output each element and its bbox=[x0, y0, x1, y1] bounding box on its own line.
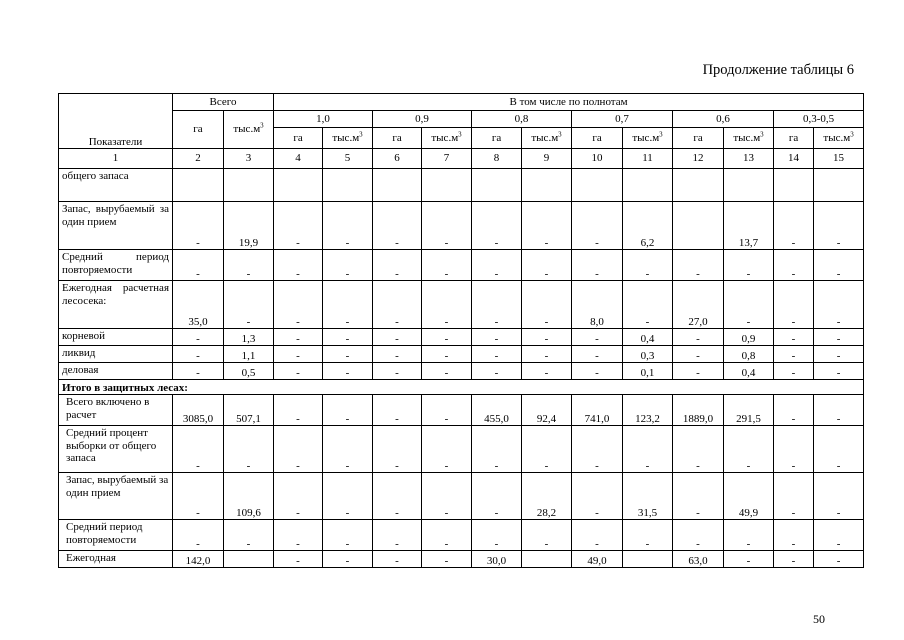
table-cell: - bbox=[522, 346, 572, 363]
table-caption: Продолжение таблицы 6 bbox=[702, 62, 854, 78]
table-cell: 13,7 bbox=[724, 202, 774, 250]
table-cell: 109,6 bbox=[224, 473, 274, 520]
table-cell: - bbox=[724, 520, 774, 551]
table-cell bbox=[623, 169, 673, 202]
row-label: общего запаса bbox=[59, 169, 173, 202]
table-cell: - bbox=[323, 202, 373, 250]
table-cell: - bbox=[724, 281, 774, 329]
table-cell: - bbox=[422, 281, 472, 329]
table-cell: - bbox=[774, 426, 814, 473]
table-cell: - bbox=[814, 426, 864, 473]
table-cell: 49,9 bbox=[724, 473, 774, 520]
table-cell: 6,2 bbox=[623, 202, 673, 250]
table-cell: - bbox=[323, 473, 373, 520]
header-unit-vol-d4-superscript: 3 bbox=[659, 130, 663, 139]
header-unit-ha-text: га bbox=[193, 123, 203, 136]
table-cell: - bbox=[673, 250, 724, 281]
table-cell: - bbox=[472, 329, 522, 346]
table-cell: - bbox=[224, 520, 274, 551]
table-row bbox=[59, 250, 864, 281]
table-cell: - bbox=[422, 250, 472, 281]
table-cell: - bbox=[422, 363, 472, 380]
table-cell: - bbox=[274, 426, 323, 473]
table-cell bbox=[673, 202, 724, 250]
table-cell: - bbox=[173, 250, 224, 281]
table-cell: - bbox=[814, 329, 864, 346]
table-cell: - bbox=[274, 473, 323, 520]
column-number: 2 bbox=[173, 149, 224, 169]
table-cell: 0,3 bbox=[623, 346, 673, 363]
table-cell: - bbox=[373, 551, 422, 568]
table-cell bbox=[422, 169, 472, 202]
header-unit-vol-d5-text: тыс.м bbox=[733, 131, 761, 144]
table-cell: - bbox=[323, 395, 373, 426]
table-cell: 49,0 bbox=[572, 551, 623, 568]
table-cell: - bbox=[323, 363, 373, 380]
table-cell: - bbox=[274, 363, 323, 380]
table-cell: - bbox=[173, 346, 224, 363]
table-cell: - bbox=[774, 329, 814, 346]
table-cell: - bbox=[274, 395, 323, 426]
table-cell: - bbox=[173, 202, 224, 250]
header-unit-vol-d4 bbox=[623, 128, 673, 149]
table-cell: - bbox=[472, 346, 522, 363]
table-cell: - bbox=[224, 250, 274, 281]
table-cell: - bbox=[472, 281, 522, 329]
table-cell: 507,1 bbox=[224, 395, 274, 426]
table-cell: - bbox=[673, 473, 724, 520]
column-number: 12 bbox=[673, 149, 724, 169]
table-cell bbox=[173, 169, 224, 202]
table-cell: - bbox=[274, 346, 323, 363]
table-row bbox=[59, 380, 864, 395]
table-cell: - bbox=[173, 329, 224, 346]
header-unit-vol-superscript: 3 bbox=[260, 121, 264, 130]
table-cell: - bbox=[522, 426, 572, 473]
table-cell: - bbox=[522, 250, 572, 281]
row-label: Средний период повторяемости bbox=[59, 520, 173, 551]
header-indicators: Показатели bbox=[59, 94, 173, 149]
table-cell: - bbox=[774, 395, 814, 426]
column-number: 3 bbox=[224, 149, 274, 169]
section-heading: Итого в защитных лесах: bbox=[59, 380, 864, 395]
table-cell: - bbox=[814, 202, 864, 250]
table-cell: - bbox=[673, 346, 724, 363]
table-cell: - bbox=[472, 363, 522, 380]
header-density-6: 0,3-0,5 bbox=[774, 111, 864, 128]
header-unit-vol-d5 bbox=[724, 128, 774, 149]
table-cell: - bbox=[724, 426, 774, 473]
table-cell: - bbox=[422, 395, 472, 426]
table-cell: - bbox=[422, 426, 472, 473]
table-cell: - bbox=[173, 426, 224, 473]
header-density-1: 1,0 bbox=[274, 111, 373, 128]
table-cell: - bbox=[173, 520, 224, 551]
table-cell: - bbox=[724, 551, 774, 568]
header-unit-ha-d4-text: га bbox=[592, 131, 602, 144]
table-row bbox=[59, 202, 864, 250]
column-number: 13 bbox=[724, 149, 774, 169]
table-cell: - bbox=[472, 520, 522, 551]
table-cell bbox=[623, 551, 673, 568]
header-unit-ha-d1-text: га bbox=[293, 131, 303, 144]
table-cell: - bbox=[274, 250, 323, 281]
table-cell: - bbox=[323, 329, 373, 346]
table-cell: - bbox=[814, 363, 864, 380]
table-cell: - bbox=[373, 281, 422, 329]
table-cell: - bbox=[422, 202, 472, 250]
table-cell: - bbox=[724, 250, 774, 281]
header-unit-vol-d3 bbox=[522, 128, 572, 149]
header-unit-vol-d2 bbox=[422, 128, 472, 149]
table-cell: - bbox=[274, 551, 323, 568]
table-cell: 291,5 bbox=[724, 395, 774, 426]
table-cell: - bbox=[814, 346, 864, 363]
table-cell bbox=[673, 169, 724, 202]
table-cell: - bbox=[774, 363, 814, 380]
header-unit-vol-d6 bbox=[814, 128, 864, 149]
table-cell: 19,9 bbox=[224, 202, 274, 250]
page-number: 50 bbox=[813, 612, 825, 626]
table-cell: 28,2 bbox=[522, 473, 572, 520]
column-number: 9 bbox=[522, 149, 572, 169]
table-cell: - bbox=[373, 346, 422, 363]
table-cell bbox=[814, 169, 864, 202]
table-cell: - bbox=[472, 473, 522, 520]
table-cell: - bbox=[572, 363, 623, 380]
table-cell: - bbox=[673, 520, 724, 551]
table-cell bbox=[224, 169, 274, 202]
column-number: 14 bbox=[774, 149, 814, 169]
table-cell: 31,5 bbox=[623, 473, 673, 520]
table-cell: - bbox=[323, 250, 373, 281]
table-cell: - bbox=[373, 520, 422, 551]
table-cell: - bbox=[323, 551, 373, 568]
header-unit-ha-d2 bbox=[373, 128, 422, 149]
table-cell: - bbox=[274, 281, 323, 329]
table-cell: - bbox=[472, 202, 522, 250]
table-cell bbox=[224, 551, 274, 568]
table-cell: - bbox=[373, 426, 422, 473]
table-cell bbox=[774, 169, 814, 202]
table-cell: - bbox=[572, 473, 623, 520]
table-cell: - bbox=[623, 520, 673, 551]
table-cell: - bbox=[572, 250, 623, 281]
table-cell: - bbox=[774, 520, 814, 551]
table-cell: - bbox=[774, 346, 814, 363]
table-cell: - bbox=[373, 202, 422, 250]
header-total: Всего bbox=[173, 94, 274, 111]
table-cell: 1,1 bbox=[224, 346, 274, 363]
table-cell: - bbox=[814, 520, 864, 551]
table-cell: 0,8 bbox=[724, 346, 774, 363]
table-cell: - bbox=[814, 281, 864, 329]
column-number: 4 bbox=[274, 149, 323, 169]
table-cell bbox=[522, 551, 572, 568]
table-cell: 1889,0 bbox=[673, 395, 724, 426]
table-cell: 1,3 bbox=[224, 329, 274, 346]
table-cell: 63,0 bbox=[673, 551, 724, 568]
header-unit-ha-d3 bbox=[472, 128, 522, 149]
table-cell: - bbox=[274, 520, 323, 551]
table-cell: - bbox=[323, 346, 373, 363]
header-unit-vol-d6-superscript: 3 bbox=[850, 130, 854, 139]
table-cell: - bbox=[623, 250, 673, 281]
table-cell: - bbox=[814, 551, 864, 568]
table-cell: - bbox=[623, 281, 673, 329]
header-unit-vol bbox=[224, 111, 274, 149]
table-cell: - bbox=[373, 250, 422, 281]
table-cell: 0,9 bbox=[724, 329, 774, 346]
table-cell: 0,5 bbox=[224, 363, 274, 380]
table-cell: - bbox=[814, 473, 864, 520]
table-cell: 455,0 bbox=[472, 395, 522, 426]
table-cell: 142,0 bbox=[173, 551, 224, 568]
table-cell: - bbox=[673, 329, 724, 346]
column-number: 8 bbox=[472, 149, 522, 169]
table-cell: - bbox=[572, 329, 623, 346]
table-cell: 8,0 bbox=[572, 281, 623, 329]
row-label: Ежегодная bbox=[59, 551, 173, 568]
data-table bbox=[58, 93, 864, 568]
column-number: 1 bbox=[59, 149, 173, 169]
table-cell: - bbox=[274, 329, 323, 346]
table-cell: - bbox=[572, 202, 623, 250]
header-unit-vol-d5-superscript: 3 bbox=[760, 130, 764, 139]
table-cell: - bbox=[323, 281, 373, 329]
table-cell: - bbox=[522, 520, 572, 551]
row-label: ликвид bbox=[59, 346, 173, 363]
table-cell: - bbox=[422, 329, 472, 346]
table-cell: 92,4 bbox=[522, 395, 572, 426]
table-cell: - bbox=[472, 426, 522, 473]
header-unit-ha-d5 bbox=[673, 128, 724, 149]
table-cell: 123,2 bbox=[623, 395, 673, 426]
header-unit-ha-d1 bbox=[274, 128, 323, 149]
table-cell: - bbox=[373, 363, 422, 380]
table-cell: - bbox=[373, 395, 422, 426]
table-cell: 3085,0 bbox=[173, 395, 224, 426]
table-cell bbox=[724, 169, 774, 202]
header-unit-ha-d6 bbox=[774, 128, 814, 149]
row-label: Запас, вырубаемый за один прием bbox=[59, 473, 173, 520]
header-density-3: 0,8 bbox=[472, 111, 572, 128]
table-cell: 0,4 bbox=[623, 329, 673, 346]
table-row bbox=[59, 281, 864, 329]
table-cell bbox=[522, 169, 572, 202]
header-density-5: 0,6 bbox=[673, 111, 774, 128]
row-label: Всего включено в расчет bbox=[59, 395, 173, 426]
table-cell: - bbox=[774, 202, 814, 250]
table-cell: - bbox=[472, 250, 522, 281]
table-row bbox=[59, 395, 864, 426]
row-label: Средний период повторяемости bbox=[59, 250, 173, 281]
table-cell: - bbox=[422, 346, 472, 363]
table-cell: - bbox=[422, 520, 472, 551]
table-cell: - bbox=[224, 281, 274, 329]
header-unit-vol-d1 bbox=[323, 128, 373, 149]
header-unit-vol-d1-superscript: 3 bbox=[359, 130, 363, 139]
row-label: Средний процент выборки от общего запаса bbox=[59, 426, 173, 473]
header-unit-ha-d2-text: га bbox=[392, 131, 402, 144]
table-cell: - bbox=[373, 329, 422, 346]
table-cell bbox=[373, 169, 422, 202]
table-row bbox=[59, 363, 864, 380]
header-by-density: В том числе по полнотам bbox=[274, 94, 864, 111]
table-cell: - bbox=[522, 363, 572, 380]
header-density-4: 0,7 bbox=[572, 111, 673, 128]
table-cell: 30,0 bbox=[472, 551, 522, 568]
table-cell: - bbox=[323, 426, 373, 473]
table-row bbox=[59, 473, 864, 520]
table-cell: - bbox=[673, 426, 724, 473]
header-density-2: 0,9 bbox=[373, 111, 472, 128]
table-row bbox=[59, 346, 864, 363]
header-unit-vol-d1-text: тыс.м bbox=[332, 131, 360, 144]
header-unit-ha-d4 bbox=[572, 128, 623, 149]
column-number: 5 bbox=[323, 149, 373, 169]
table-cell: - bbox=[673, 363, 724, 380]
table-cell: 0,4 bbox=[724, 363, 774, 380]
header-unit-vol-d2-text: тыс.м bbox=[431, 131, 459, 144]
table-cell: 27,0 bbox=[673, 281, 724, 329]
table-cell: - bbox=[623, 426, 673, 473]
table-cell: - bbox=[814, 395, 864, 426]
header-unit-vol-text: тыс.м bbox=[233, 123, 261, 136]
column-number: 11 bbox=[623, 149, 673, 169]
table-cell: - bbox=[373, 473, 422, 520]
table-cell: - bbox=[422, 551, 472, 568]
table-cell bbox=[472, 169, 522, 202]
table-row bbox=[59, 169, 864, 202]
table-cell: - bbox=[274, 202, 323, 250]
header-unit-vol-d6-text: тыс.м bbox=[823, 131, 851, 144]
table-cell bbox=[323, 169, 373, 202]
column-number: 10 bbox=[572, 149, 623, 169]
table-row bbox=[59, 520, 864, 551]
table-cell: - bbox=[323, 520, 373, 551]
column-number: 15 bbox=[814, 149, 864, 169]
header-unit-ha-d5-text: га bbox=[693, 131, 703, 144]
header-unit-ha-d6-text: га bbox=[788, 131, 799, 144]
table-cell: - bbox=[173, 363, 224, 380]
table-row bbox=[59, 426, 864, 473]
column-number: 7 bbox=[422, 149, 472, 169]
table-cell: 741,0 bbox=[572, 395, 623, 426]
header-unit-ha bbox=[173, 111, 224, 149]
header-unit-vol-d4-text: тыс.м bbox=[632, 131, 660, 144]
table-cell: - bbox=[522, 329, 572, 346]
table-cell: - bbox=[572, 426, 623, 473]
table-cell: - bbox=[774, 551, 814, 568]
table-row bbox=[59, 551, 864, 568]
row-label: корневой bbox=[59, 329, 173, 346]
table-cell: - bbox=[522, 202, 572, 250]
table-row bbox=[59, 329, 864, 346]
header-unit-vol-d2-superscript: 3 bbox=[458, 130, 462, 139]
column-number: 6 bbox=[373, 149, 422, 169]
row-label: деловая bbox=[59, 363, 173, 380]
header-unit-ha-d3-text: га bbox=[491, 131, 502, 144]
row-label: Ежегодная расчетная лесосека: bbox=[59, 281, 173, 329]
table-cell bbox=[274, 169, 323, 202]
table-cell: - bbox=[572, 520, 623, 551]
table-cell: - bbox=[224, 426, 274, 473]
header-unit-vol-d3-text: тыс.м bbox=[531, 131, 559, 144]
row-label: Запас, вырубаемый за один прием bbox=[59, 202, 173, 250]
table-cell: - bbox=[774, 281, 814, 329]
table-cell: - bbox=[422, 473, 472, 520]
table-cell: - bbox=[522, 281, 572, 329]
table-cell: - bbox=[173, 473, 224, 520]
table-cell bbox=[572, 169, 623, 202]
table-cell: - bbox=[774, 250, 814, 281]
table-cell: - bbox=[774, 473, 814, 520]
table-cell: - bbox=[572, 346, 623, 363]
table-cell: 35,0 bbox=[173, 281, 224, 329]
header-unit-vol-d3-superscript: 3 bbox=[558, 130, 562, 139]
table-cell: - bbox=[814, 250, 864, 281]
table-cell: 0,1 bbox=[623, 363, 673, 380]
